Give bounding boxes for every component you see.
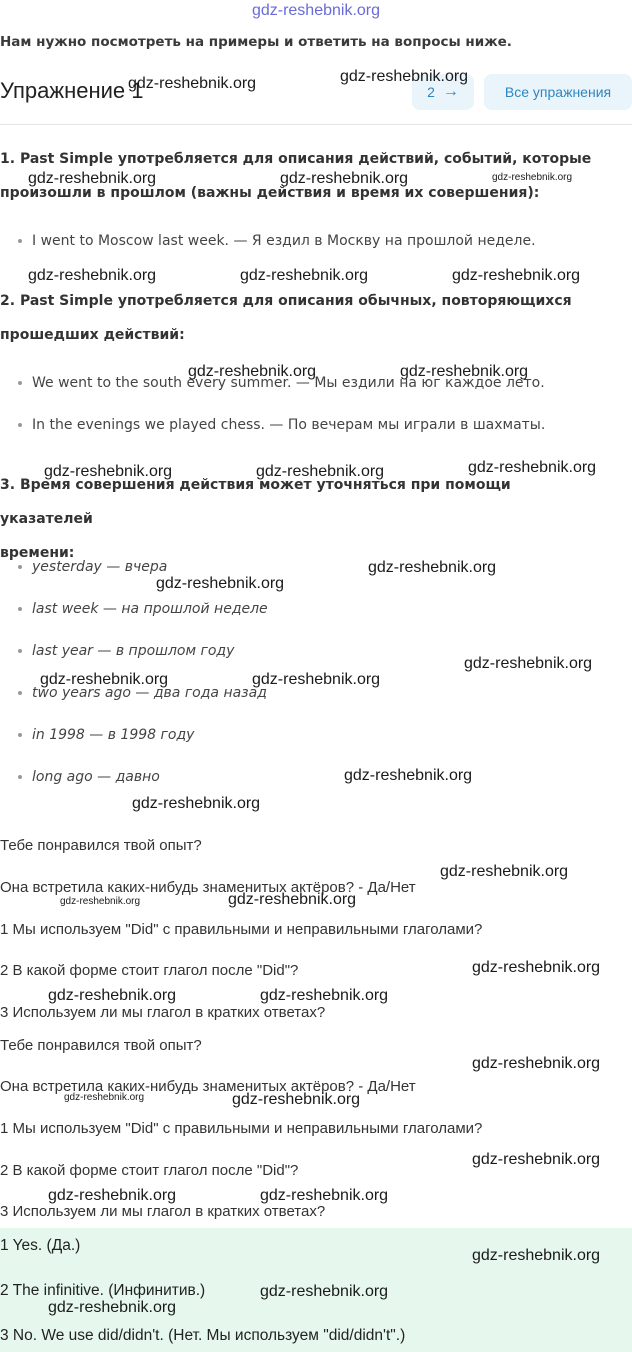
example-item: We went to the south every summer. — Мы ездили на юг каждое лето. bbox=[18, 375, 545, 391]
rule-1: 1. Past Simple употребляется для описания действий, событий, которые произошли в прошлом (важны действия и время их совершения): bbox=[0, 151, 592, 201]
watermark: gdz-reshebnik.org bbox=[260, 1283, 389, 1300]
watermark: gdz-reshebnik.org bbox=[260, 1187, 389, 1204]
arrow-right-icon: → bbox=[442, 83, 459, 100]
question-line: 2 В какой форме стоит глагол после "Did"? bbox=[0, 1162, 299, 1179]
watermark: gdz-reshebnik.org bbox=[280, 170, 409, 187]
bullet-icon bbox=[18, 775, 22, 779]
watermark: gdz-reshebnik.org bbox=[472, 959, 601, 976]
watermark: gdz-reshebnik.org bbox=[492, 172, 573, 183]
bullet-icon bbox=[18, 649, 22, 653]
bullet-icon bbox=[18, 381, 22, 385]
bullet-icon bbox=[18, 423, 22, 427]
question-line: Она встретила каких-нибудь знаменитых актёров? - Да/Нет bbox=[0, 1078, 416, 1095]
watermark: gdz-reshebnik.org bbox=[256, 463, 385, 480]
watermark: gdz-reshebnik.org bbox=[344, 767, 473, 784]
watermark: gdz-reshebnik.org bbox=[252, 671, 381, 688]
question-line: 1 Мы используем "Did" с правильными и неправильными глаголами? bbox=[0, 921, 483, 938]
watermark: gdz-reshebnik.org bbox=[28, 267, 157, 284]
watermark: gdz-reshebnik.org bbox=[468, 459, 597, 476]
page-title: Упражнение 1 bbox=[0, 78, 144, 103]
watermark: gdz-reshebnik.org bbox=[40, 671, 169, 688]
question-line: 1 Мы используем "Did" с правильными и неправильными глаголами? bbox=[0, 1120, 483, 1137]
time-marker-item: last year — в прошлом году bbox=[18, 643, 234, 659]
watermark: gdz-reshebnik.org bbox=[260, 987, 389, 1004]
watermark: gdz-reshebnik.org bbox=[472, 1055, 601, 1072]
time-marker-item: last week — на прошлой неделе bbox=[18, 601, 268, 617]
example-item: In the evenings we played chess. — По вечерам мы играли в шахматы. bbox=[18, 417, 545, 433]
watermark: gdz-reshebnik.org bbox=[340, 68, 469, 85]
bullet-icon bbox=[18, 607, 22, 611]
site-link[interactable]: gdz-reshebnik.org bbox=[251, 2, 381, 19]
watermark: gdz-reshebnik.org bbox=[472, 1247, 601, 1264]
watermark: gdz-reshebnik.org bbox=[128, 75, 257, 92]
example-item: I went to Moscow last week. — Я ездил в Москву на прошлой неделе. bbox=[18, 233, 536, 249]
watermark: gdz-reshebnik.org bbox=[156, 575, 285, 592]
question-line: 3 Используем ли мы глагол в кратких ответах? bbox=[0, 1004, 326, 1021]
watermark: gdz-reshebnik.org bbox=[368, 559, 497, 576]
watermark: gdz-reshebnik.org bbox=[48, 987, 177, 1004]
question-line: 2 В какой форме стоит глагол после "Did"? bbox=[0, 962, 299, 979]
divider bbox=[0, 124, 632, 125]
watermark: gdz-reshebnik.org bbox=[188, 363, 317, 380]
rule-2: 2. Past Simple употребляется для описания обычных, повторяющихся прошедших действий: bbox=[0, 293, 572, 343]
watermark: gdz-reshebnik.org bbox=[48, 1299, 177, 1316]
question-line: 3 Используем ли мы глагол в кратких ответах? bbox=[0, 1203, 326, 1220]
watermark: gdz-reshebnik.org bbox=[464, 655, 593, 672]
watermark: gdz-reshebnik.org bbox=[472, 1151, 601, 1168]
watermark: gdz-reshebnik.org bbox=[232, 1091, 361, 1108]
watermark: gdz-reshebnik.org bbox=[452, 267, 581, 284]
time-marker-item: two years ago — два года назад bbox=[18, 685, 267, 701]
time-marker-item: in 1998 — в 1998 году bbox=[18, 727, 194, 743]
watermark: gdz-reshebnik.org bbox=[64, 1092, 145, 1103]
next-exercise-label: 2 bbox=[427, 84, 435, 100]
watermark: gdz-reshebnik.org bbox=[132, 795, 261, 812]
question-line: Тебе понравился твой опыт? bbox=[0, 837, 202, 854]
bullet-icon bbox=[18, 565, 22, 569]
all-exercises-button[interactable]: Все упражнения bbox=[484, 74, 632, 110]
watermark: gdz-reshebnik.org bbox=[28, 170, 157, 187]
watermark: gdz-reshebnik.org bbox=[400, 363, 529, 380]
bullet-icon bbox=[18, 733, 22, 737]
watermark: gdz-reshebnik.org bbox=[60, 896, 141, 907]
time-marker-item: yesterday — вчера bbox=[18, 559, 167, 575]
rule-3: 3. Время совершения действия может уточняться при помощи указателей времени: bbox=[0, 477, 511, 561]
answer-line: 3 No. We use did/didn't. (Нет. Мы используем "did/didn't".) bbox=[0, 1327, 406, 1344]
question-line: Тебе понравился твой опыт? bbox=[0, 1037, 202, 1054]
watermark: gdz-reshebnik.org bbox=[48, 1187, 177, 1204]
intro-text: Нам нужно посмотреть на примеры и ответить на вопросы ниже. bbox=[0, 34, 512, 50]
time-marker-item: long ago — давно bbox=[18, 769, 160, 785]
watermark: gdz-reshebnik.org bbox=[240, 267, 369, 284]
question-line: Она встретила каких-нибудь знаменитых актёров? - Да/Нет bbox=[0, 879, 416, 896]
bullet-icon bbox=[18, 691, 22, 695]
answer-line: 1 Yes. (Да.) bbox=[0, 1237, 81, 1254]
watermark: gdz-reshebnik.org bbox=[44, 463, 173, 480]
answer-line: 2 The infinitive. (Инфинитив.) bbox=[0, 1282, 206, 1299]
watermark: gdz-reshebnik.org bbox=[228, 891, 357, 908]
watermark: gdz-reshebnik.org bbox=[440, 863, 569, 880]
bullet-icon bbox=[18, 239, 22, 243]
